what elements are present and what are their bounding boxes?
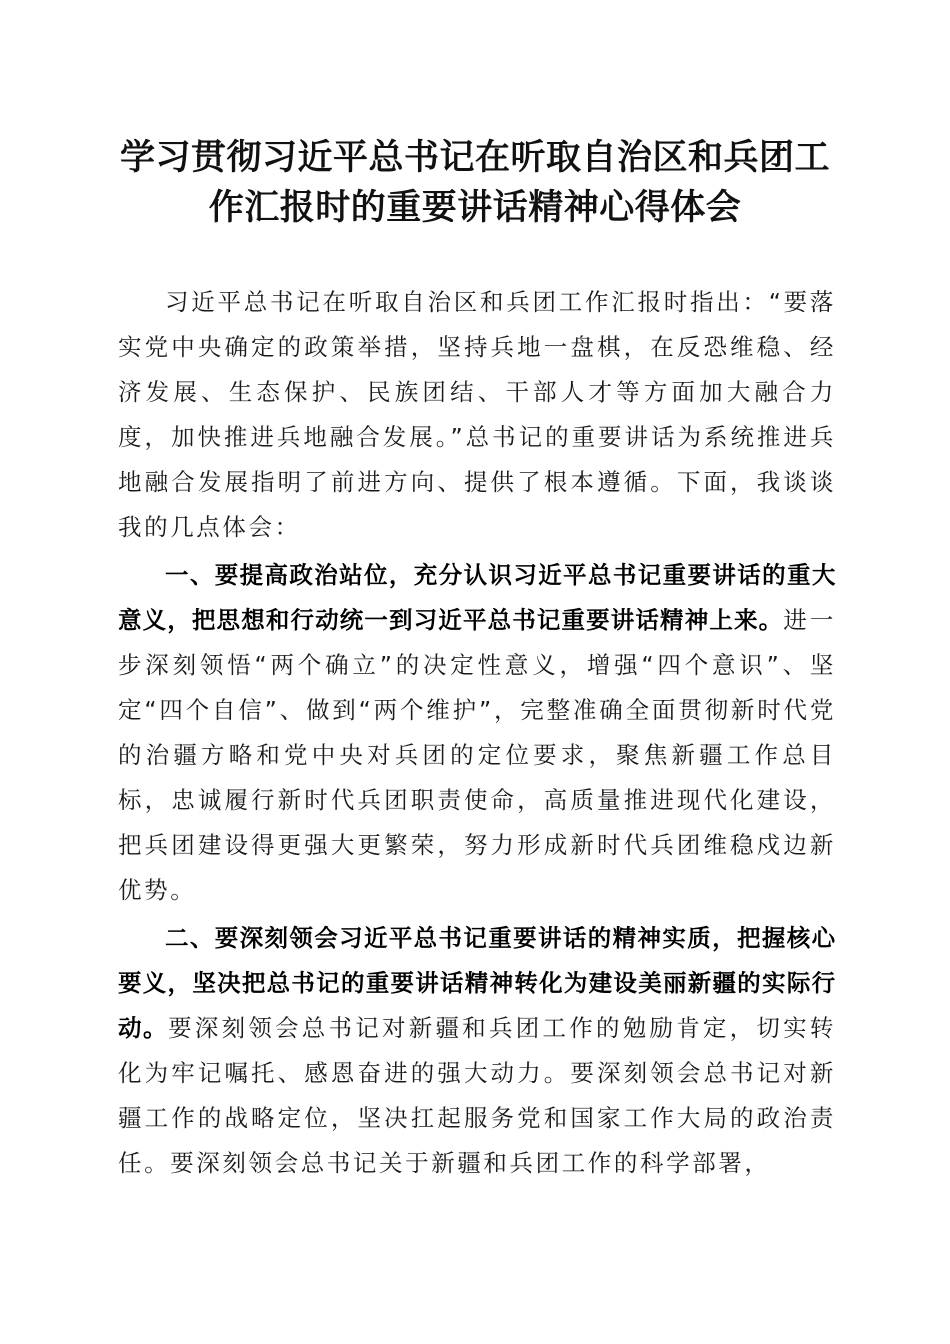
paragraph-heading: 一、要提高政治站位，充分认识习近平总书记重要讲话的重大意义，把思想和行动统一到习近平总书记重要讲话精神上来。 [118, 561, 836, 634]
document-body [118, 280, 836, 1186]
paragraph-text: 习近平总书记在听取自治区和兵团工作汇报时指出：“要落实党中央确定的政策举措，坚持兵地一盘棋，在反恐维稳、经济发展、生态保护、民族团结、干部人才等方面加大融合力度，加快推进兵地融合发展。”总书记的重要讲话为系统推进兵地融合发展指明了前进方向、提供了根本遵循。下面，我谈谈我的几点体会： [118, 288, 836, 541]
title-line-2: 作汇报时的重要讲话精神心得体会 [208, 187, 742, 228]
paragraph-text: 要深刻领会总书记对新疆和兵团工作的勉励肯定，切实转化为牢记嘱托、感恩奋进的强大动力。要深刻领会总书记对新疆工作的战略定位，坚决扛起服务党和国家工作大局的政治责任。要深刻领会总书记关于新疆和兵团工作的科学部署， [118, 1014, 836, 1177]
title-line-1: 学习贯彻习近平总书记在听取自治区和兵团工 [119, 137, 830, 178]
paragraph-point-one [118, 553, 836, 913]
document-title [100, 133, 850, 233]
paragraph-text: 进一步深刻领悟“两个确立”的决定性意义，增强“四个意识”、坚定“四个自信”、做到“两个维护”，完整准确全面贯彻新时代党的治疆方略和党中央对兵团的定位要求，聚焦新疆工作总目标，忠诚履行新时代兵团职责使命，高质量推进现代化建设，把兵团建设得更强大更繁荣，努力形成新时代兵团维稳戍边新优势。 [118, 606, 837, 904]
paragraph-point-two [118, 916, 836, 1186]
paragraph-intro [118, 280, 836, 550]
paragraph-heading: 二、要深刻领会习近平总书记重要讲话的精神实质，把握核心要义，坚决把总书记的重要讲话精神转化为建设美丽新疆的实际行动。 [118, 924, 836, 1042]
